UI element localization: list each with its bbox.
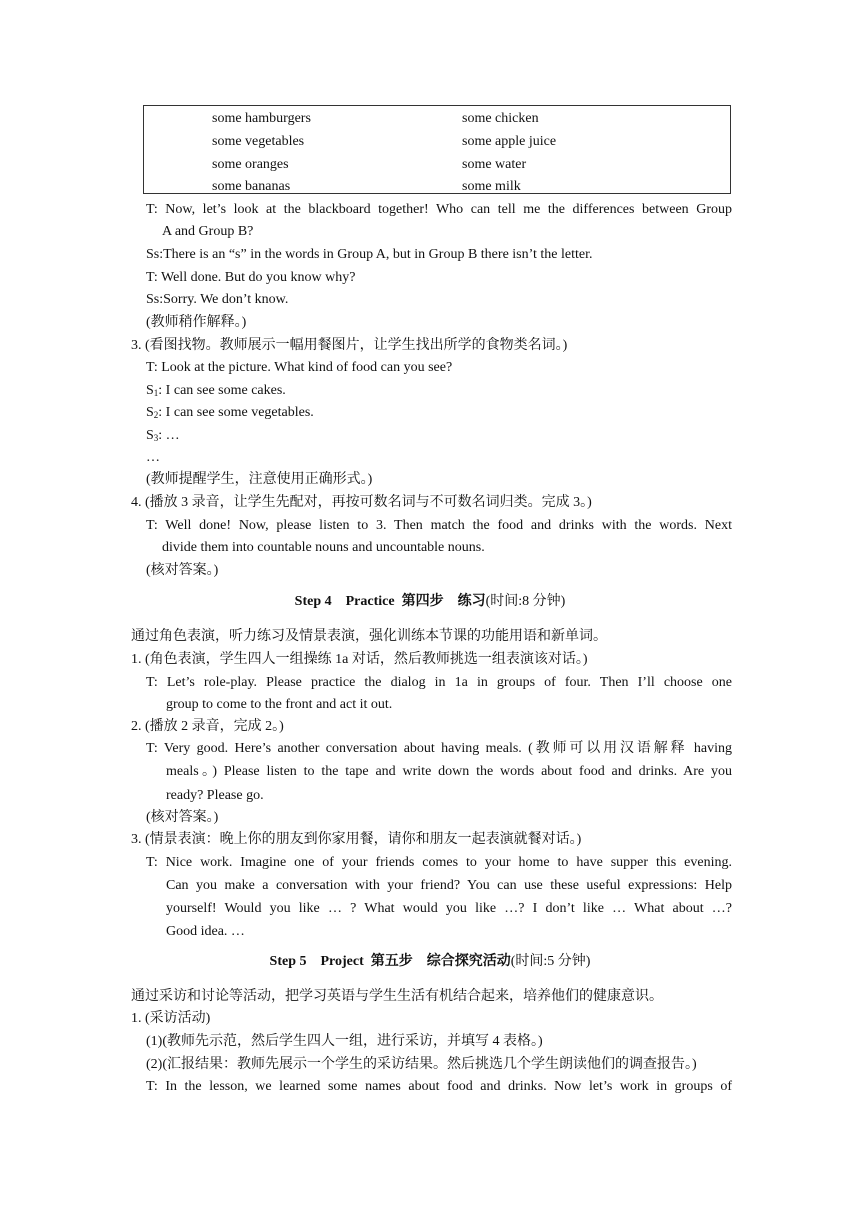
dialog-line: T: Well done. But do you know why? [146,270,356,285]
step-intro: 通过角色表演，听力练习及情景表演，强化训练本节课的功能用语和新单词。 [131,629,607,644]
dialog-line: ready? Please go. [166,788,264,803]
dialog-line: $S_1$: I can see some cakes. [146,383,286,398]
table-cell: some water [462,157,527,172]
activity-heading: 2. (播放 2 录音，完成 2。) [131,719,284,734]
dialog-line: T: Now, let’s look at the blackboard together! Who can tell me the differences between Group [146,202,732,217]
table-cell: some hamburgers [212,111,311,126]
dialog-line: Good idea. … [166,924,245,939]
dialog-line: T: Very good. Here’s another conversation about having meals. (教师可以用汉语解释 having [146,741,732,756]
step-4-heading: Step 4 Practice 第四步 练习(时间:8 分钟) [294,594,566,609]
activity-heading: 4. (播放 3 录音，让学生先配对，再按可数名词与不可数名词归类。完成 3。) [131,495,592,510]
dialog-line: T: Nice work. Imagine one of your friends comes to your home to have supper this evening. [146,855,732,870]
dialog-line: T: Let’s role-play. Please practice the dialog in 1a in groups of four. Then I’ll choose one [146,675,732,690]
dialog-line: T: Look at the picture. What kind of food can you see? [146,360,453,375]
food-words-table [143,105,731,194]
table-cell: some vegetables [212,134,305,149]
dialog-line: $S_2$: I can see some vegetables. [146,405,314,420]
dialog-line: yourself! Would you like … ? What would you like …? I don’t like … What about …? [166,901,732,916]
teacher-note: (核对答案。) [146,563,219,578]
dialog-line: group to come to the front and act it out. [166,697,393,712]
dialog-line: T: Well done! Now, please listen to 3. Then match the food and drinks with the words. Next [146,518,732,533]
table-cell: some oranges [212,157,289,172]
dialog-line: Ss:Sorry. We don’t know. [146,292,289,307]
dialog-line: divide them into countable nouns and uncountable nouns. [162,540,485,555]
dialog-line: meals。) Please listen to the tape and write down the words about food and drinks. Are you [166,764,732,779]
step-intro: 通过采访和讨论等活动，把学习英语与学生生活有机结合起来，培养他们的健康意识。 [131,989,663,1004]
step-5-heading: Step 5 Project 第五步 综合探究活动(时间:5 分钟) [269,954,591,969]
dialog-line: … [146,450,160,465]
table-cell: some milk [462,179,521,194]
activity-heading: 3. (看图找物。教师展示一幅用餐图片，让学生找出所学的食物类名词。) [131,338,568,353]
dialog-line: A and Group B? [162,224,254,239]
activity-heading: 1. (采访活动) [131,1011,211,1026]
activity-heading: 1. (角色表演，学生四人一组操练 1a 对话，然后教师挑选一组表演该对话。) [131,652,588,667]
dialog-line: Can you make a conversation with your friend? You can use these useful expressions: Help [166,878,732,893]
table-cell: some chicken [462,111,539,126]
table-cell: some bananas [212,179,291,194]
activity-substep: (1)(教师先示范，然后学生四人一组，进行采访，并填写 4 表格。) [146,1034,543,1049]
dialog-line: T: In the lesson, we learned some names about food and drinks. Now let’s work in groups of [146,1079,732,1094]
teacher-note: (教师提醒学生，注意使用正确形式。) [146,472,373,487]
activity-substep: (2)(汇报结果：教师先展示一个学生的采访结果。然后挑选几个学生朗读他们的调查报告。) [146,1057,697,1072]
teacher-note: (教师稍作解释。) [146,315,247,330]
dialog-line: Ss:There is an “s” in the words in Group A, but in Group B there isn’t the letter. [146,247,593,262]
activity-heading: 3. (情景表演：晚上你的朋友到你家用餐，请你和朋友一起表演就餐对话。) [131,832,582,847]
dialog-line: $S_3$: … [146,428,180,443]
teacher-note: (核对答案。) [146,810,219,825]
table-cell: some apple juice [462,134,557,149]
